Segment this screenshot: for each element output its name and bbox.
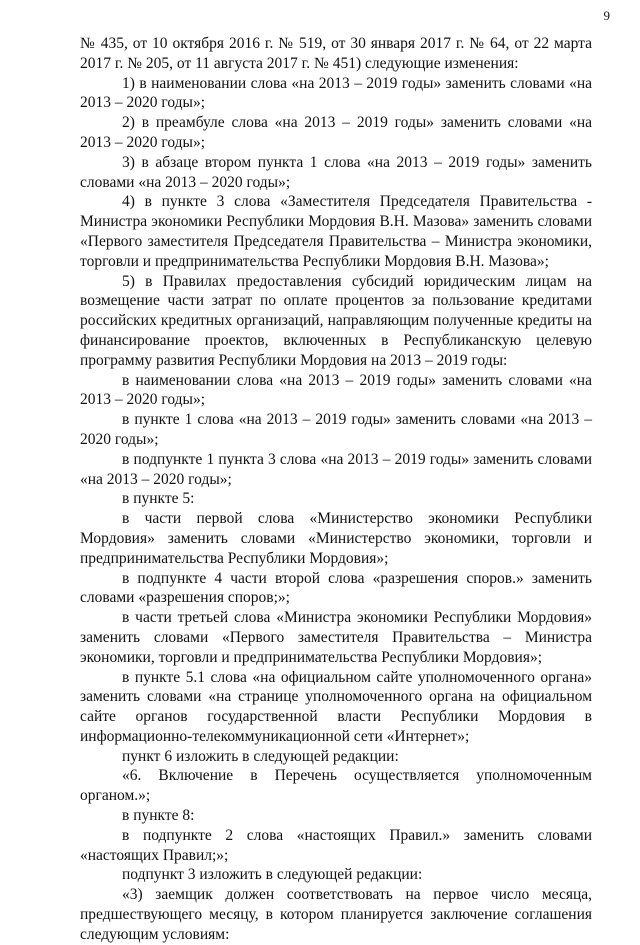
- page-number: 9: [603, 8, 610, 23]
- document-body: [80, 34, 592, 945]
- paragraph: в наименовании слова «на 2013 – 2019 годы» заменить словами «на 2013 – 2020 годы»;: [80, 371, 592, 409]
- paragraph: 3) в абзаце втором пункта 1 слова «на 2013 – 2019 годы» заменить словами «на 2013 – 2020 годы»;: [80, 153, 592, 191]
- paragraph: подпункт 3 изложить в следующей редакции:: [122, 866, 423, 884]
- paragraph: 5) в Правилах предоставления субсидий юридическим лицам на возмещение части затрат по оплате процентов за пользование кредитами российских кредитных организаций, направляющим полученные кредиты на финансирование проектов, включенных в Республиканскую целевую программу развития Республики Мордовия на 2013 – 2019 годы:: [80, 272, 592, 369]
- paragraph: в подпункте 1 пункта 3 слова «на 2013 – 2019 годы» заменить словами «на 2013 – 2020 годы»;: [80, 450, 592, 488]
- paragraph: № 435, от 10 октября 2016 г. № 519, от 30 января 2017 г. № 64, от 22 марта 2017 г. № 205, от 11 августа 2017 г. № 451) следующие изменения:: [80, 35, 592, 72]
- paragraph: в подпункте 4 части второй слова «разрешения споров.» заменить словами «разрешения споров;»;: [80, 569, 592, 607]
- paragraph: в части первой слова «Министерство экономики Республики Мордовия» заменить словами «Министерство экономики, торговли и предпринимательства Республики Мордовия»;: [80, 510, 592, 567]
- paragraph: 2) в преамбуле слова «на 2013 – 2019 годы» заменить словами «на 2013 – 2020 годы»;: [80, 114, 592, 151]
- paragraph: «3) заемщик должен соответствовать на первое число месяца, предшествующего месяцу, в котором планируется заключение соглашения следующим условиям:: [80, 886, 592, 943]
- paragraph: «6. Включение в Перечень осуществляется уполномоченным органом.»;: [80, 767, 592, 805]
- paragraph: в пункте 1 слова «на 2013 – 2019 годы» заменить словами «на 2013 – 2020 годы»;: [80, 411, 592, 448]
- paragraph: в подпункте 2 слова «настоящих Правил.» заменить словами «настоящих Правил;»;: [80, 826, 592, 864]
- paragraph: в пункте 8:: [122, 807, 195, 825]
- paragraph: пункт 6 изложить в следующей редакции:: [122, 747, 399, 765]
- paragraph: 1) в наименовании слова «на 2013 – 2019 годы» заменить словами «на 2013 – 2020 годы»;: [80, 74, 592, 112]
- paragraph: 4) в пункте 3 слова «Заместителя Председателя Правительства - Министра экономики Республики Мордовия В.Н. Мазова» заменить словами «Первого заместителя Председателя Правительства – Министра экономики, торговли и предпринимательства Республики Мордовия В.Н. Мазова»;: [80, 193, 592, 270]
- paragraph: в пункте 5.1 слова «на официальном сайте уполномоченного органа» заменить словами «на странице уполномоченного органа на официальном сайте органов государственной власти Республики Мордовия в информационно-телекоммуникационной сети «Интернет»;: [80, 668, 592, 745]
- paragraph: в части третьей слова «Министра экономики Республики Мордовия» заменить словами «Первого заместителя Правительства – Министра экономики, торговли и предпринимательства Республики Мордовия»;: [80, 609, 592, 666]
- paragraph: в пункте 5:: [122, 490, 195, 508]
